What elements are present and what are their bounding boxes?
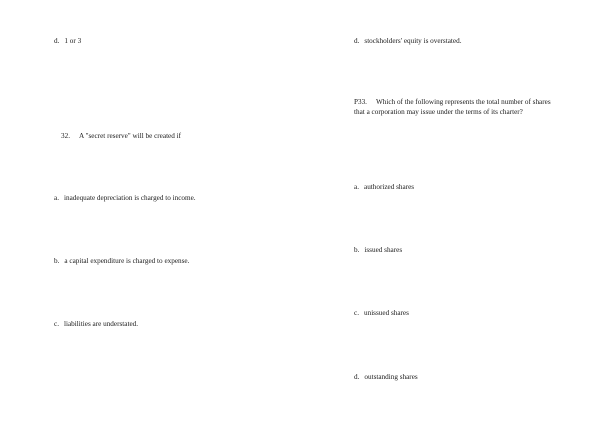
option-letter: a.: [54, 194, 59, 202]
question-33-option-b: [354, 246, 402, 256]
option-text: issued shares: [364, 246, 403, 254]
prev-answer-d-right: [354, 37, 462, 47]
question-32-option-b: [54, 257, 189, 267]
question-number: 32.: [61, 132, 70, 140]
question-33: [354, 98, 559, 117]
option-letter: c.: [354, 309, 359, 317]
option-text: stockholders' equity is overstated.: [364, 37, 462, 45]
option-letter: d.: [354, 373, 360, 381]
question-33-option-c: [354, 309, 409, 319]
question-33-option-d: [354, 373, 418, 383]
option-letter: a.: [354, 183, 359, 191]
prev-answer-d-left: [54, 37, 81, 47]
option-text: 1 or 3: [64, 37, 82, 45]
option-text: authorized shares: [364, 183, 415, 191]
question-text: Which of the following represents the total number of shares that a corporation may issue under the terms of its charter?: [354, 98, 551, 116]
option-text: inadequate depreciation is charged to income.: [64, 194, 196, 202]
question-32-option-a: [54, 194, 196, 204]
option-letter: b.: [54, 257, 60, 265]
question-32: [61, 132, 181, 142]
option-text: liabilities are understated.: [64, 320, 139, 328]
question-text: A "secret reserve" will be created if: [78, 132, 182, 140]
option-text: a capital expenditure is charged to expense.: [64, 257, 190, 265]
question-number: P33.: [354, 98, 367, 106]
option-text: unissued shares: [364, 309, 409, 317]
question-32-option-c: [54, 320, 138, 330]
option-letter: d.: [54, 37, 60, 45]
option-text: outstanding shares: [364, 373, 418, 381]
option-letter: b.: [354, 246, 360, 254]
option-letter: c.: [54, 320, 59, 328]
option-letter: d.: [354, 37, 360, 45]
question-33-option-a: [354, 183, 414, 193]
